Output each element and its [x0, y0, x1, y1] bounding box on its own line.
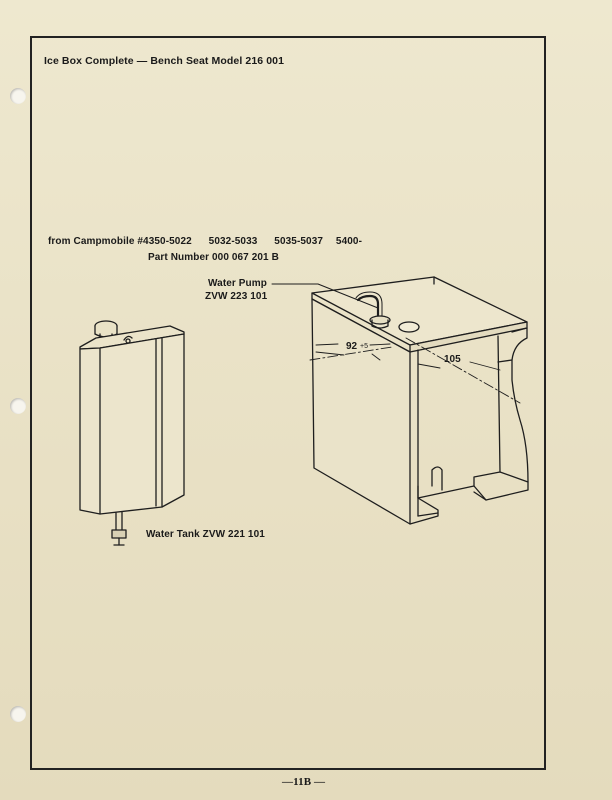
water-pump-part-number: ZVW 223 101	[205, 291, 268, 302]
dimension-label: 92	[346, 341, 358, 352]
water-pump-label: Water Pump	[208, 278, 267, 289]
dimension-label: 105	[444, 354, 461, 365]
applicability-range: 5032-5033	[208, 236, 258, 247]
water-tank-label: Water Tank ZVW 221 101	[146, 529, 265, 540]
part-number: Part Number 000 067 201 B	[148, 252, 279, 263]
ice-box-illustration	[272, 277, 528, 524]
page-title: Ice Box Complete — Bench Seat Model 216 001	[44, 55, 285, 67]
page-number: —11B —	[282, 776, 326, 788]
dimension-tolerance: +5	[360, 343, 368, 350]
applicability-prefix: from Campmobile #4350-5022	[48, 236, 192, 247]
applicability-range: 5400-	[335, 236, 362, 247]
water-tank-illustration	[80, 321, 184, 545]
applicability-range: 5035-5037	[274, 236, 324, 247]
